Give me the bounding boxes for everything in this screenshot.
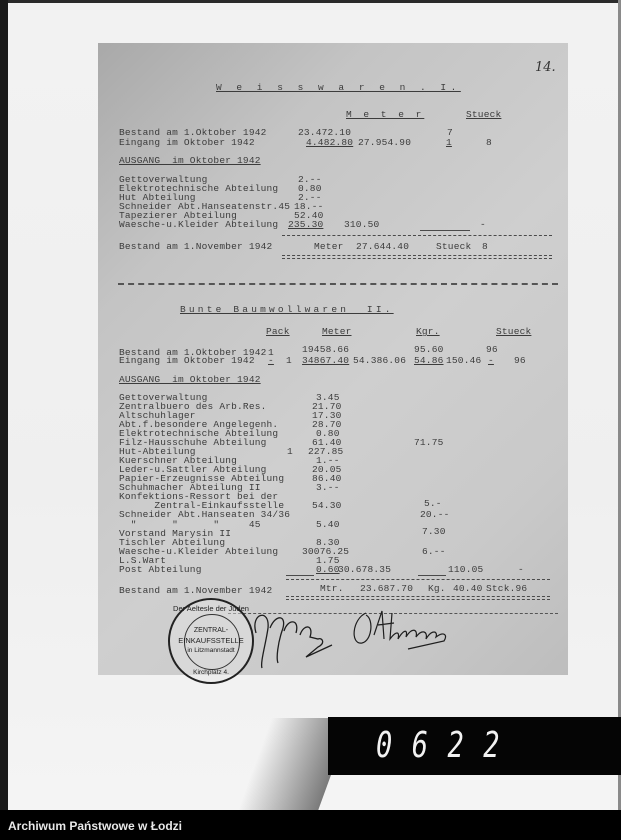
ausgang-item-meter: 86.40 [312,473,342,484]
ausgang-item-label: Hut-Abteilung [119,446,196,457]
stamp-bottom-text: Kirchplatz 4. [193,669,229,676]
document-page [98,43,568,675]
section1-end-stueck: 8 [482,241,488,252]
ausgang-item-label: " " " 45 [119,519,261,530]
section1-end-meter: 27.644.40 [356,241,410,252]
ausgang-item-meter: 18.-- [294,201,324,212]
ausgang-item-meter: 227.85 [308,446,344,457]
section1-bestand-label: Bestand am 1.Oktober 1942 [119,127,267,138]
double-dashed-rule [282,255,552,256]
signature-2 [348,605,458,655]
ausgang-item-meter: 61.40 [312,437,342,448]
section2-eingang-pack: - [268,355,274,366]
section2-title: Bunte Baumwollwaren II. [180,304,394,315]
section2-col-meter: Meter [322,326,352,337]
dashed-rule [282,235,552,236]
section2-ausgang-meter-total: 30.678.35 [338,564,392,575]
ausgang-item-label: Waesche-u.Kleider Abteilung [119,219,279,230]
ausgang-item-label: Elektrotechnische Abteilung [119,428,279,439]
section2-col-kgr: Kgr. [416,326,440,337]
ausgang-item-label: Gettoverwaltung [119,392,208,403]
archive-name: Archiwum Państwowe w Łodzi [8,819,183,833]
ausgang-item-label: Abt.f.besondere Angelegenh. [119,419,279,430]
ausgang-item-kgr: 71.75 [414,437,444,448]
section2-eingang-stueck: - [488,355,494,366]
section1-col-stueck: Stueck [466,109,502,120]
section1-ausgang-stueck-total: - [480,219,486,230]
section2-bestand-kgr: 95.60 [414,344,444,355]
ausgang-item-label: L.S.Wart [119,555,167,566]
section2-end-label: Bestand am 1.November 1942 [119,585,273,596]
stamp-line1: ZENTRAL- [193,627,229,634]
dashed-rule [286,579,550,580]
ausgang-item-meter: 8.30 [316,537,340,548]
ausgang-item-label: Altschuhlager [119,410,196,421]
section2-eingang-pack-total: 1 [286,355,292,366]
ausgang-item-meter: 3.45 [316,392,340,403]
section2-eingang-kgr: 54.86 [414,355,444,366]
section1-ausgang-heading: AUSGANG im Oktober 1942 [119,155,261,166]
ausgang-item-meter: 30076.25 [302,546,350,557]
ausgang-item-label: Vorstand Marysin II [119,528,232,539]
ausgang-item-label: Post Abteilung [119,564,202,575]
section2-eingang-label: Eingang im Oktober 1942 [119,355,255,366]
ausgang-item-meter: 0.80 [316,428,340,439]
section2-ausgang-kgr-total: 110.05 [448,564,484,575]
ausgang-item-kgr: 5.- [424,498,442,509]
section1-bestand-stueck: 7 [447,127,453,138]
underline [286,575,314,576]
ausgang-item-meter: 235.30 [288,219,324,230]
underline [418,575,446,576]
ausgang-item-meter: 0.60 [316,564,340,575]
section1-ausgang-meter-total: 310.50 [344,219,380,230]
section2-eingang-meter: 34867.40 [302,355,350,366]
section1-title: W e i s s w a r e n . I. [216,82,461,93]
section2-bestand-pack: 1 [268,347,274,358]
section2-end-meter: 23.687.70 [360,583,414,594]
section2-end-stueck: Stck.96 [486,583,528,594]
ausgang-item-label: Filz-Hausschuhe Abteilung [119,437,267,448]
section1-end-meter-unit: Meter [314,241,344,252]
ausgang-item-meter: 1.75 [316,555,340,566]
ausgang-item-label: Zentralbuero des Arb.Res. [119,401,267,412]
signature-1 [248,603,338,673]
section1-col-meter: M e t e r [346,109,425,120]
ausgang-item-meter: 0.80 [298,183,322,194]
stamp-line3: in Litzmannstadt [187,647,235,654]
section1-eingang-stueck: 1 [446,137,452,148]
section1-eingang-stueck-total: 8 [486,137,492,148]
ausgang-item-label: Hut Abteilung [119,192,196,203]
section1-end-label: Bestand am 1.November 1942 [119,241,273,252]
section2-col-stueck: Stueck [496,326,532,337]
section2-ausgang-heading: AUSGANG im Oktober 1942 [119,374,261,385]
ausgang-item-kgr: 7.30 [422,526,446,537]
ausgang-item-meter: 21.70 [312,401,342,412]
section1-eingang-meter-total: 27.954.90 [358,137,412,148]
section2-eingang-kgr-total: 150.46 [446,355,482,366]
ausgang-item-meter: 1.-- [316,455,340,466]
section1-eingang-label: Eingang im Oktober 1942 [119,137,255,148]
ausgang-item-meter: 20.05 [312,464,342,475]
stamp-line2: EINKAUFSSTELLE [178,636,244,645]
ausgang-item-meter: 54.30 [312,500,342,511]
stamp-top-text: Der Aeltesle der Juden [173,604,249,613]
ausgang-item-label: Tapezierer Abteilung [119,210,238,221]
ausgang-item-kgr: 6.-- [422,546,446,557]
ausgang-item-pack: 1 [287,446,293,457]
section1-bestand-meter: 23.472.10 [298,127,352,138]
ausgang-item-label: Papier-Erzeugnisse Abteilung [119,473,285,484]
ausgang-item-meter: 17.30 [312,410,342,421]
section-separator [118,283,558,285]
film-edge-left [0,0,8,810]
ausgang-item-meter: 5.40 [316,519,340,530]
section1-end-stueck-unit: Stueck [436,241,472,252]
ausgang-item-label: Elektrotechnische Abteilung [119,183,279,194]
ausgang-item-kgr: 20.-- [420,509,450,520]
section2-ausgang-stueck-total: - [518,564,524,575]
section2-eingang-stueck-total: 96 [514,355,526,366]
frame-counter-number: 0622 [376,725,520,766]
ausgang-item-label: Kuerschner Abteilung [119,455,238,466]
ausgang-item-label: Gettoverwaltung [119,174,208,185]
section1-eingang-meter: 4.482.80 [306,137,354,148]
ausgang-item-label: Leder-u.Sattler Abteilung [119,464,267,475]
section2-bestand-label: Bestand am 1.Oktober 1942 [119,347,267,358]
frame-counter-display [328,717,621,775]
section2-eingang-meter-total: 54.386.06 [353,355,407,366]
ausgang-item-meter: 52.40 [294,210,324,221]
ausgang-item-label: Schuhmacher Abteilung II [119,482,261,493]
ausgang-item-meter: 3.-- [316,482,340,493]
ausgang-item-label: Konfektions-Ressort bei der [119,491,279,502]
ausgang-item-meter: 2.-- [298,174,322,185]
footer-bar [0,810,621,840]
ausgang-item-label: Waesche-u.Kleider Abteilung [119,546,279,557]
ausgang-item-meter: 2.-- [298,192,322,203]
double-dashed-rule [286,596,550,597]
double-dashed-rule [286,599,550,600]
section2-col-pack: Pack [266,326,290,337]
section2-end-kgr-unit: Kg. [428,583,446,594]
section2-end-kgr: 40.40 [453,583,483,594]
double-dashed-rule [282,258,552,259]
section2-end-meter-unit: Mtr. [320,583,344,594]
page-number: 14. [535,60,556,75]
section2-bestand-meter: 19458.66 [302,344,350,355]
ausgang-item-label: Schneider Abt.Hanseaten 34/36 [119,509,291,520]
ausgang-item-meter: 28.70 [312,419,342,430]
ausgang-item-label: Tischler Abteilung [119,537,226,548]
ausgang-item-label: Schneider Abt.Hanseatenstr.45 [119,201,291,212]
official-stamp [168,598,254,684]
underline [420,230,470,231]
ausgang-item-label: Zentral-Einkaufsstelle [119,500,285,511]
section2-bestand-stueck: 96 [486,344,498,355]
